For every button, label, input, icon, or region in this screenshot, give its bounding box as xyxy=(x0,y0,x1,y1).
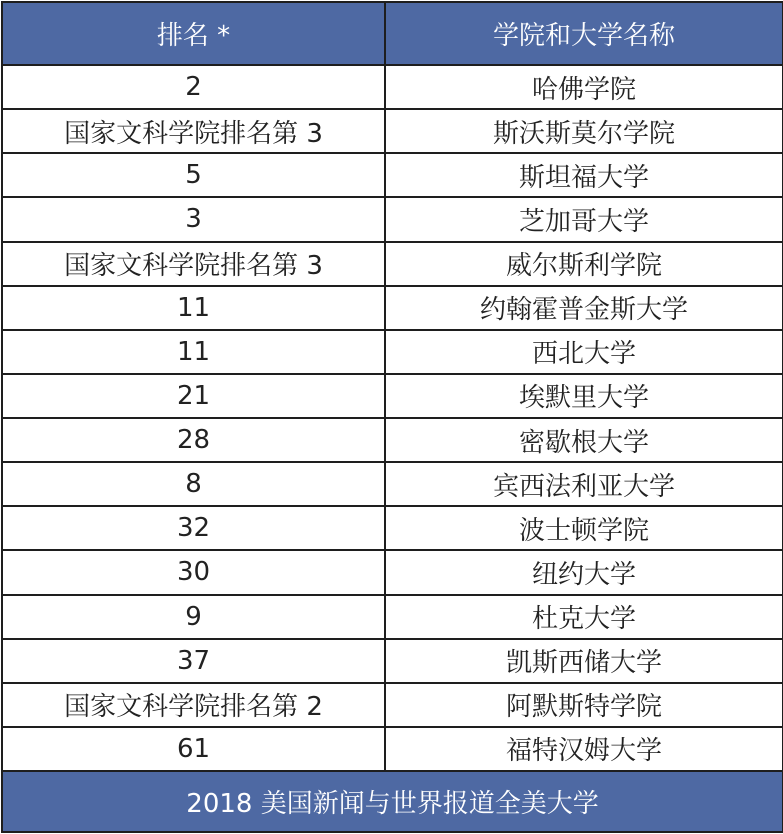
rank-cell: 37 xyxy=(2,639,385,683)
table-row xyxy=(2,286,783,330)
footer-row xyxy=(2,771,783,832)
rank-cell: 11 xyxy=(2,330,385,374)
table-caption: 2018 美国新闻与世界报道全美大学 xyxy=(2,771,783,832)
school-cell: 波士顿学院 xyxy=(385,506,783,550)
table-header xyxy=(2,2,783,65)
table-row xyxy=(2,153,783,197)
school-cell: 约翰霍普金斯大学 xyxy=(385,286,783,330)
table-body xyxy=(2,65,783,771)
table-row xyxy=(2,330,783,374)
rank-cell: 国家文科学院排名第 3 xyxy=(2,242,385,286)
school-cell: 威尔斯利学院 xyxy=(385,242,783,286)
table-row xyxy=(2,683,783,727)
school-cell: 密歇根大学 xyxy=(385,418,783,462)
school-cell: 芝加哥大学 xyxy=(385,197,783,241)
table-row xyxy=(2,374,783,418)
school-cell: 哈佛学院 xyxy=(385,65,783,109)
rank-cell: 28 xyxy=(2,418,385,462)
table-row xyxy=(2,197,783,241)
rank-cell: 32 xyxy=(2,506,385,550)
rank-cell: 8 xyxy=(2,462,385,506)
header-rank: 排名 * xyxy=(2,2,385,65)
table-row xyxy=(2,65,783,109)
rank-cell: 30 xyxy=(2,550,385,594)
table-row xyxy=(2,727,783,771)
school-cell: 杜克大学 xyxy=(385,595,783,639)
school-cell: 西北大学 xyxy=(385,330,783,374)
rank-cell: 3 xyxy=(2,197,385,241)
table-row xyxy=(2,418,783,462)
rank-cell: 21 xyxy=(2,374,385,418)
school-cell: 宾西法利亚大学 xyxy=(385,462,783,506)
header-row xyxy=(2,2,783,65)
table-row xyxy=(2,506,783,550)
table-row xyxy=(2,639,783,683)
rank-cell: 5 xyxy=(2,153,385,197)
rank-cell: 国家文科学院排名第 3 xyxy=(2,109,385,153)
table-row xyxy=(2,242,783,286)
rank-cell: 国家文科学院排名第 2 xyxy=(2,683,385,727)
ranking-table xyxy=(1,1,783,833)
rank-cell: 61 xyxy=(2,727,385,771)
school-cell: 凯斯西储大学 xyxy=(385,639,783,683)
rank-cell: 11 xyxy=(2,286,385,330)
table-row xyxy=(2,462,783,506)
school-cell: 纽约大学 xyxy=(385,550,783,594)
school-cell: 福特汉姆大学 xyxy=(385,727,783,771)
rank-cell: 2 xyxy=(2,65,385,109)
school-cell: 阿默斯特学院 xyxy=(385,683,783,727)
table-row xyxy=(2,109,783,153)
table-footer xyxy=(2,771,783,832)
school-cell: 埃默里大学 xyxy=(385,374,783,418)
table-row xyxy=(2,595,783,639)
school-cell: 斯沃斯莫尔学院 xyxy=(385,109,783,153)
header-school: 学院和大学名称 xyxy=(385,2,783,65)
school-cell: 斯坦福大学 xyxy=(385,153,783,197)
rank-cell: 9 xyxy=(2,595,385,639)
table-row xyxy=(2,550,783,594)
